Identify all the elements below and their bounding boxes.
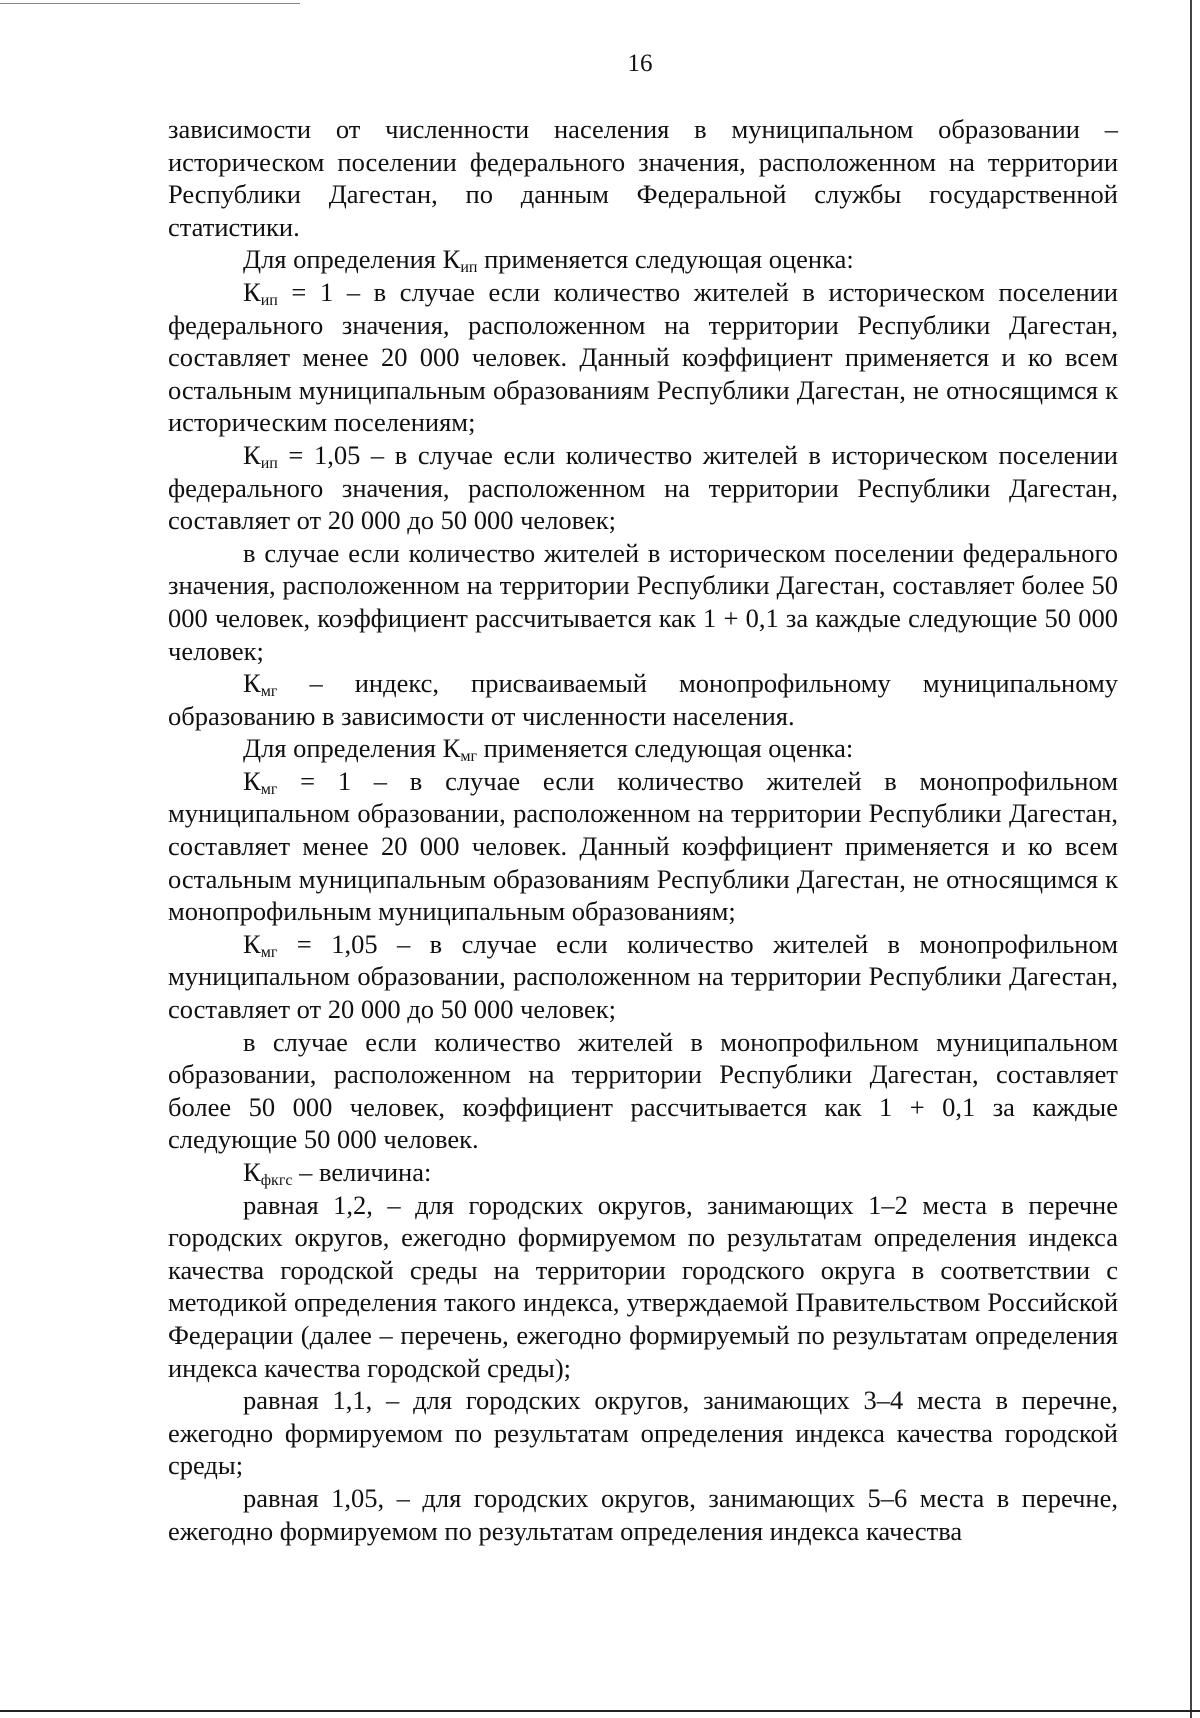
paragraph [168,765,1118,928]
coefficient-subscript: мг [260,683,278,701]
coefficient-symbol [243,440,278,470]
paragraph [168,667,1118,732]
paragraph-text: = 1,05 – в случае если количество жителей в историческом поселении федерального значения, расположенном на территории Республики Дагестан, составляет от 20 000 до 50 000 человек; [168,439,1118,536]
paragraph-text: – величина: [292,1157,432,1187]
scan-edge-bottom [0,1710,1200,1712]
paragraph-text: = 1 – в случае если количество жителей в монопрофильном муниципальном образовании, расположенном на территории Республики Дагестан, составляет менее 20 000 человек. Данный коэффициент применяется и ко всем остальным муниципальным образованиям Республики Дагестан, не относящимся к монопрофильным муниципальным образованиям; [168,765,1118,927]
paragraph-text: = 1 – в случае если количество жителей в историческом поселении федерального значения, расположенном на территории Республики Дагестан, составляет менее 20 000 человек. Данный коэффициент применяется и ко всем остальным муниципальным образованиям Республики Дагестан, не относящимся к историческим поселениям; [168,276,1118,438]
paragraph [168,732,1118,765]
paragraph-text: зависимости от численности населения в муниципальном образовании – историческом поселении федерального значения, расположенном на территории Республики Дагестан, по данным Федеральной службы государственной статистики. [168,114,1118,242]
paragraph [168,276,1118,439]
coefficient-symbol [442,733,477,766]
coefficient-subscript: ип [460,259,478,277]
coefficient-letter: К [243,668,261,699]
coefficient-subscript: мг [260,780,278,798]
coefficient-symbol [442,244,478,277]
coefficient-symbol [243,1157,293,1187]
coefficient-letter: К [243,928,261,959]
paragraph-text: равная 1,1, – для городских округов, занимающих 3–4 места в перечне, ежегодно формируемом по результатам определения индекса качества городской среды; [168,1385,1118,1481]
paragraph-text: в случае если количество жителей в историческом поселении федерального значения, расположенном на территории Республики Дагестан, составляет более 50 000 человек, коэффициент рассчитывается как 1 + 0,1 за каждые следующие 50 000 человек; [168,537,1118,666]
paragraph-text: равная 1,2, – для городских округов, занимающих 1–2 места в перечне городских округов, ежегодно формируемом по результатам определения индекса качества городской среды на территории городского округа в соответствии с методикой определения такого индекса, утверждаемой Правительством Российской Федерации (далее – перечень, ежегодно формируемый по результатам определения индекса качества городской среды); [168,1189,1118,1383]
coefficient-letter: К [243,276,261,307]
coefficient-letter: К [442,244,461,275]
coefficient-symbol [243,929,277,959]
paragraph-text: применяется следующая оценка: [477,733,854,764]
coefficient-symbol [243,766,277,796]
paragraph [168,1384,1118,1482]
paragraph-text: Для определения [243,733,443,764]
coefficient-subscript: фкгс [260,1172,293,1189]
paragraph [168,1156,1118,1189]
paragraph [168,439,1118,537]
scan-edge-top [0,3,300,4]
paragraph [168,928,1118,1026]
paragraph-text: равная 1,05, – для городских округов, занимающих 5–6 места в перечне, ежегодно формируемом по результатам определения индекса качества [168,1482,1118,1546]
paragraph-text: Для определения [243,244,443,275]
paragraph [168,537,1118,667]
paragraph [168,243,1118,276]
coefficient-letter: К [243,1157,261,1187]
paragraph-text: = 1,05 – в случае если количество жителей в монопрофильном муниципальном образовании, расположенном на территории Республики Дагестан, составляет от 20 000 до 50 000 человек; [168,928,1118,1025]
coefficient-subscript: ип [260,454,278,472]
document-body [168,113,1118,1547]
paragraph-text: – индекс, присваиваемый монопрофильному муниципальному образованию в зависимости от численности населения. [168,668,1118,731]
coefficient-letter: К [442,733,461,764]
paragraph-text: применяется следующая оценка: [477,244,854,275]
page-number: 16 [627,50,653,77]
coefficient-subscript: мг [460,748,477,766]
coefficient-symbol [243,277,278,307]
paragraph [168,1026,1118,1156]
scan-edge-right [1190,0,1192,1718]
coefficient-letter: К [243,765,261,796]
paragraph [168,113,1118,243]
paragraph-text: в случае если количество жителей в монопрофильном муниципальном образовании, расположенном на территории Республики Дагестан, составляет более 50 000 человек, коэффициент рассчитывается как 1 + 0,1 за каждые следующие 50 000 человек. [168,1026,1118,1155]
coefficient-subscript: мг [260,943,278,961]
coefficient-symbol [243,668,278,701]
coefficient-letter: К [243,439,261,470]
coefficient-subscript: ип [260,291,278,309]
paragraph [168,1189,1118,1385]
paragraph [168,1482,1118,1547]
